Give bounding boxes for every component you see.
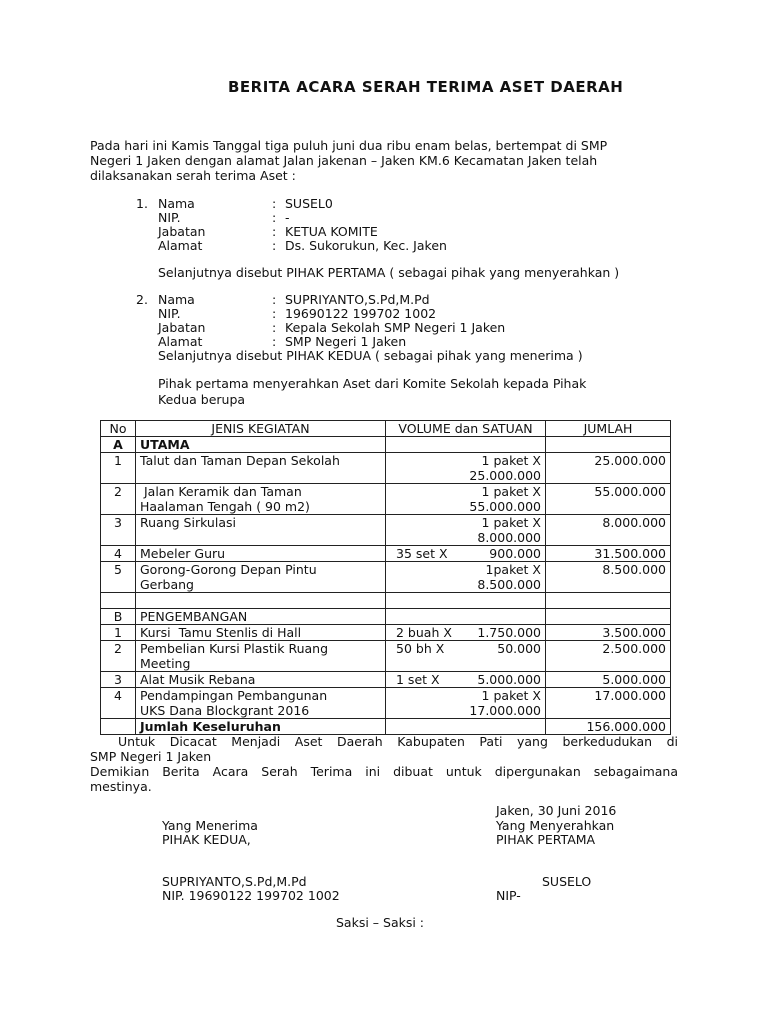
row-kegiatan [136, 641, 386, 672]
kegiatan-line: Jalan Keramik dan Taman [140, 484, 302, 499]
transfer-line: Kedua berupa [158, 392, 246, 407]
row-no: 4 [101, 688, 136, 719]
volume-price: 1 paket X [481, 453, 541, 468]
row-volume [386, 688, 546, 719]
party-1-note: Selanjutnya disebut PIHAK PERTAMA ( sebagai pihak yang menyerahkan ) [158, 265, 620, 280]
volume-qty [390, 562, 396, 577]
row-jumlah: 5.000.000 [546, 672, 671, 688]
row-no: 1 [101, 625, 136, 641]
row-no: 2 [101, 641, 136, 672]
row-jumlah: 8.500.000 [546, 562, 671, 593]
table-row [101, 641, 671, 672]
kegiatan-line: Ruang Sirkulasi [140, 515, 236, 530]
total-value: 156.000.000 [546, 719, 671, 735]
section-no: A [101, 437, 136, 453]
place-date: Jaken, 30 Juni 2016 [496, 803, 617, 818]
party-2-alamat-value: SMP Negeri 1 Jaken [285, 334, 407, 349]
row-no: 4 [101, 546, 136, 562]
row-volume [386, 484, 546, 515]
row-kegiatan [136, 515, 386, 546]
volume-price: 55.000.000 [469, 499, 541, 514]
asset-table [100, 420, 671, 735]
row-no: 1 [101, 453, 136, 484]
intro-line: Negeri 1 Jaken dengan alamat Jalan jakenan – Jaken KM.6 Kecamatan Jaken telah [90, 153, 598, 168]
table-row [101, 453, 671, 484]
party-1-nip-value: - [285, 210, 290, 225]
document-title: BERITA ACARA SERAH TERIMA ASET DAERAH [228, 78, 624, 96]
closing-line: Untuk Dicacat Menjadi Aset Daerah Kabupaten Pati yang berkedudukan di [118, 734, 678, 749]
giver-party: PIHAK PERTAMA [496, 832, 596, 847]
volume-price: 900.000 [489, 546, 541, 561]
closing-line: SMP Negeri 1 Jaken [90, 749, 212, 764]
party-2-note: Selanjutnya disebut PIHAK KEDUA ( sebagai pihak yang menerima ) [158, 348, 583, 363]
party-1-nip-label: NIP. [158, 210, 181, 225]
kegiatan-line: Haalaman Tengah ( 90 m2) [140, 499, 310, 514]
table-row [101, 515, 671, 546]
kegiatan-line: Mebeler Guru [140, 546, 226, 561]
volume-price: 8.000.000 [477, 530, 541, 545]
party-2-nip-value: 19690122 199702 1002 [285, 306, 437, 321]
section-b-rows [101, 625, 671, 719]
kegiatan-line: Pendampingan Pembangunan [140, 688, 328, 703]
row-volume [386, 562, 546, 593]
table-row [101, 625, 671, 641]
row-kegiatan [136, 453, 386, 484]
row-volume [386, 625, 546, 641]
volume-price: 1paket X [485, 562, 541, 577]
total-row [101, 719, 671, 735]
section-a-rows [101, 453, 671, 593]
header-volume: VOLUME dan SATUAN [386, 421, 546, 437]
party-2-sep: : [272, 306, 277, 321]
table-header-row [101, 421, 671, 437]
table-row [101, 484, 671, 515]
party-1-alamat-label: Alamat [158, 238, 203, 253]
party-2-name-label: Nama [158, 292, 195, 307]
section-label: PENGEMBANGAN [136, 609, 386, 625]
table-row [101, 672, 671, 688]
giver-name: SUSELO [542, 874, 592, 889]
party-1-sep: : [272, 238, 277, 253]
header-no: No [101, 421, 136, 437]
volume-price: 25.000.000 [469, 468, 541, 483]
party-1-jabatan-value: KETUA KOMITE [285, 224, 378, 239]
row-jumlah: 55.000.000 [546, 484, 671, 515]
party-2-nip-label: NIP. [158, 306, 181, 321]
header-jumlah: JUMLAH [546, 421, 671, 437]
giver-nip: NIP- [496, 888, 521, 903]
row-volume [386, 672, 546, 688]
party-2-sep: : [272, 320, 277, 335]
kegiatan-line: Alat Musik Rebana [140, 672, 256, 687]
volume-price: 8.500.000 [477, 577, 541, 592]
volume-price: 5.000.000 [477, 672, 541, 687]
party-2-name-value: SUPRIYANTO,S.Pd,M.Pd [285, 292, 430, 307]
section-label: UTAMA [136, 437, 386, 453]
row-kegiatan [136, 625, 386, 641]
row-kegiatan [136, 688, 386, 719]
row-kegiatan [136, 672, 386, 688]
closing-paragraph [90, 734, 678, 794]
receiver-name: SUPRIYANTO,S.Pd,M.Pd [162, 874, 307, 889]
empty-row [101, 593, 671, 609]
row-volume [386, 515, 546, 546]
party-1-sep: : [272, 224, 277, 239]
header-kegiatan: JENIS KEGIATAN [136, 421, 386, 437]
volume-qty [390, 484, 396, 499]
party-1-jabatan-label: Jabatan [158, 224, 206, 239]
kegiatan-line: Talut dan Taman Depan Sekolah [140, 453, 340, 468]
row-no: 3 [101, 515, 136, 546]
volume-price: 1.750.000 [477, 625, 541, 640]
row-kegiatan [136, 546, 386, 562]
volume-price: 17.000.000 [469, 703, 541, 718]
row-jumlah: 17.000.000 [546, 688, 671, 719]
volume-qty: 50 bh X [396, 641, 445, 656]
intro-line: dilaksanakan serah terima Aset : [90, 168, 296, 183]
closing-line: Demikian Berita Acara Serah Terima ini dibuat untuk dipergunakan sebagaimana [90, 764, 678, 779]
row-jumlah: 2.500.000 [546, 641, 671, 672]
table-row [101, 546, 671, 562]
kegiatan-line: Meeting [140, 656, 191, 671]
party-2-jabatan-value: Kepala Sekolah SMP Negeri 1 Jaken [285, 320, 506, 335]
intro-paragraph [90, 138, 678, 183]
giver-role: Yang Menyerahkan [496, 818, 615, 833]
party-1-alamat-value: Ds. Sukorukun, Kec. Jaken [285, 238, 447, 253]
row-jumlah: 31.500.000 [546, 546, 671, 562]
party-2-alamat-label: Alamat [158, 334, 203, 349]
volume-price: 1 paket X [481, 484, 541, 499]
party-1-name-label: Nama [158, 196, 195, 211]
row-jumlah: 25.000.000 [546, 453, 671, 484]
row-no: 2 [101, 484, 136, 515]
volume-qty [390, 688, 396, 703]
party-2-sep: : [272, 334, 277, 349]
volume-price: 50.000 [497, 641, 541, 656]
kegiatan-line: Kursi Tamu Stenlis di Hall [140, 625, 302, 640]
party-1-sep: : [272, 210, 277, 225]
party-1-name-value: SUSEL0 [285, 196, 333, 211]
row-no: 3 [101, 672, 136, 688]
section-row [101, 437, 671, 453]
closing-line: mestinya. [90, 779, 152, 794]
party-1-sep: : [272, 196, 277, 211]
total-label: Jumlah Keseluruhan [136, 719, 386, 735]
row-jumlah: 8.000.000 [546, 515, 671, 546]
row-kegiatan [136, 562, 386, 593]
row-volume [386, 453, 546, 484]
receiver-party: PIHAK KEDUA, [162, 832, 251, 847]
volume-qty: 35 set X [396, 546, 448, 561]
section-row [101, 609, 671, 625]
party-1-number: 1. [136, 196, 148, 211]
volume-price: 1 paket X [481, 688, 541, 703]
party-2-number: 2. [136, 292, 148, 307]
kegiatan-line: Gerbang [140, 577, 194, 592]
receiver-role: Yang Menerima [162, 818, 258, 833]
row-volume [386, 641, 546, 672]
volume-qty: 1 set X [396, 672, 440, 687]
row-no: 5 [101, 562, 136, 593]
party-2-jabatan-label: Jabatan [158, 320, 206, 335]
volume-price: 1 paket X [481, 515, 541, 530]
row-jumlah: 3.500.000 [546, 625, 671, 641]
volume-qty [390, 453, 396, 468]
party-2-sep: : [272, 292, 277, 307]
witnesses-label: Saksi – Saksi : [336, 915, 425, 930]
kegiatan-line: Gorong-Gorong Depan Pintu [140, 562, 317, 577]
volume-qty: 2 buah X [396, 625, 452, 640]
volume-qty [390, 515, 396, 530]
row-kegiatan [136, 484, 386, 515]
kegiatan-line: Pembelian Kursi Plastik Ruang [140, 641, 329, 656]
kegiatan-line: UKS Dana Blockgrant 2016 [140, 703, 310, 718]
row-volume [386, 546, 546, 562]
table-row [101, 562, 671, 593]
transfer-line: Pihak pertama menyerahkan Aset dari Komite Sekolah kepada Pihak [158, 376, 587, 391]
section-no: B [101, 609, 136, 625]
intro-line: Pada hari ini Kamis Tanggal tiga puluh juni dua ribu enam belas, bertempat di SMP [90, 138, 608, 153]
table-row [101, 688, 671, 719]
receiver-nip: NIP. 19690122 199702 1002 [162, 888, 340, 903]
